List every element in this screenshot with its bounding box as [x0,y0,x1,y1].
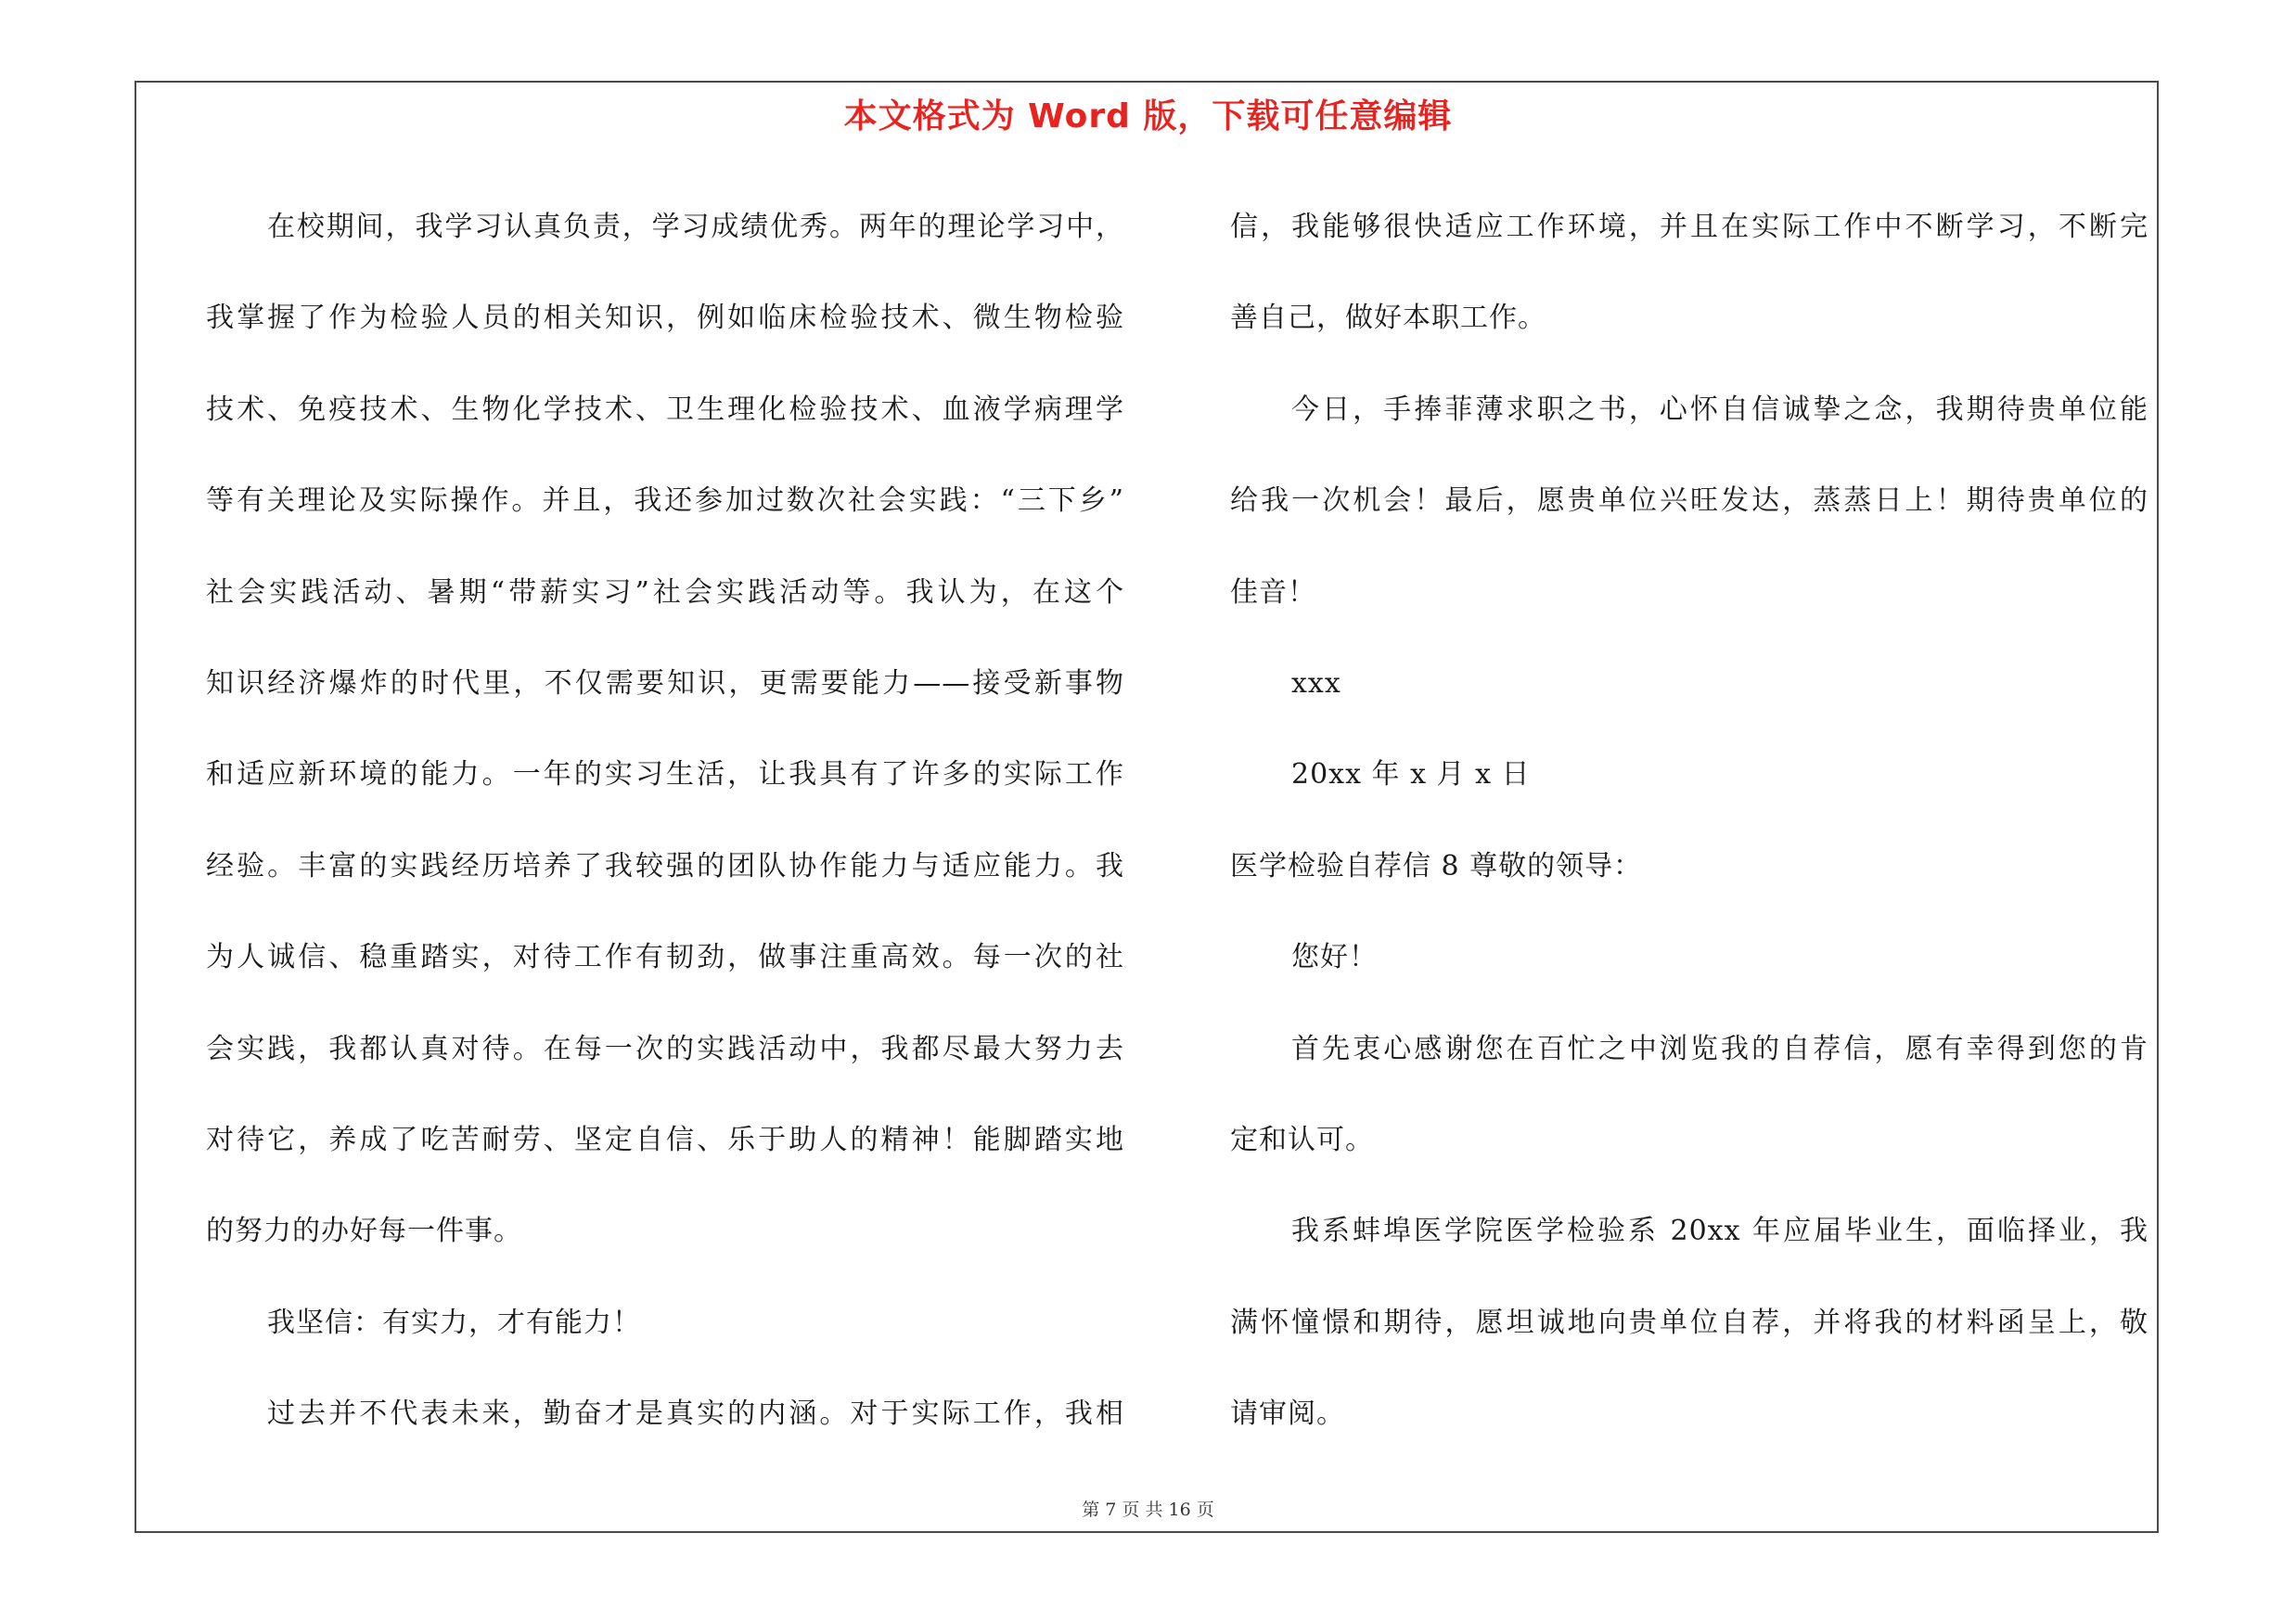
text-line: 今日，手捧菲薄求职之书，心怀自信诚挚之念，我期待贵单位能 [1291,393,2148,426]
text-line: 在校期间，我学习认真负责，学习成绩优秀。两年的理论学习中， [267,211,1124,243]
left-column [206,182,1124,1460]
text-line: 社会实践活动、暑期“带薪实习”社会实践活动等。我认为，在这个 [206,575,1124,609]
text-line: 知识经济爆炸的时代里，不仅需要知识，更需要能力——接受新事物 [206,666,1124,700]
text-line: 信，我能够很快适应工作环境，并且在实际工作中不断学习，不断完 [1230,211,2148,243]
text-line: 我掌握了作为检验人员的相关知识，例如临床检验技术、微生物检验 [206,302,1124,335]
text-line: 对待它，养成了吃苦耐劳、坚定自信、乐于助人的精神！能脚踏实地 [206,1123,1124,1156]
text-line: xxx [1291,666,1341,700]
text-line: 20xx 年 x 月 x 日 [1291,758,1531,792]
text-line: 我坚信：有实力，才有能力！ [267,1306,641,1339]
text-line: 技术、免疫技术、生物化学技术、卫生理化检验技术、血液学病理学 [206,393,1124,426]
text-line: 过去并不代表未来，勤奋才是真实的内涵。对于实际工作，我相 [267,1398,1124,1431]
text-line: 会实践，我都认真对待。在每一次的实践活动中，我都尽最大努力去 [206,1032,1124,1065]
text-line: 首先衷心感谢您在百忙之中浏览我的自荐信，愿有幸得到您的肯 [1291,1032,2148,1065]
text-line: 为人诚信、稳重踏实，对待工作有韧劲，做事注重高效。每一次的社 [206,941,1124,974]
text-line: 经验。丰富的实践经历培养了我较强的团队协作能力与适应能力。我 [206,849,1124,882]
page-number: 第 7 页 共 16 页 [1082,1500,1214,1520]
text-line: 善自己，做好本职工作。 [1230,302,1546,335]
text-line: 和适应新环境的能力。一年的实习生活，让我具有了许多的实际工作 [206,758,1124,792]
text-line: 给我一次机会！最后，愿贵单位兴旺发达，蒸蒸日上！期待贵单位的 [1230,484,2148,518]
text-line: 等有关理论及实际操作。并且，我还参加过数次社会实践：“三下乡” [206,484,1124,518]
text-line: 定和认可。 [1230,1123,1374,1156]
text-line: 您好！ [1291,941,1378,974]
header-banner: 本文格式为 Word 版，下载可任意编辑 [843,97,1453,135]
text-line: 满怀憧憬和期待，愿坦诚地向贵单位自荐，并将我的材料函呈上，敬 [1230,1306,2148,1339]
text-line: 请审阅。 [1230,1398,1345,1431]
text-line: 我系蚌埠医学院医学检验系 20xx 年应届毕业生，面临择业，我 [1291,1215,2148,1248]
text-line: 医学检验自荐信 8 尊敬的领导： [1230,849,1643,882]
right-column [1230,182,2148,1460]
text-line: 的努力的办好每一件事。 [206,1215,522,1248]
text-line: 佳音！ [1230,575,1316,609]
